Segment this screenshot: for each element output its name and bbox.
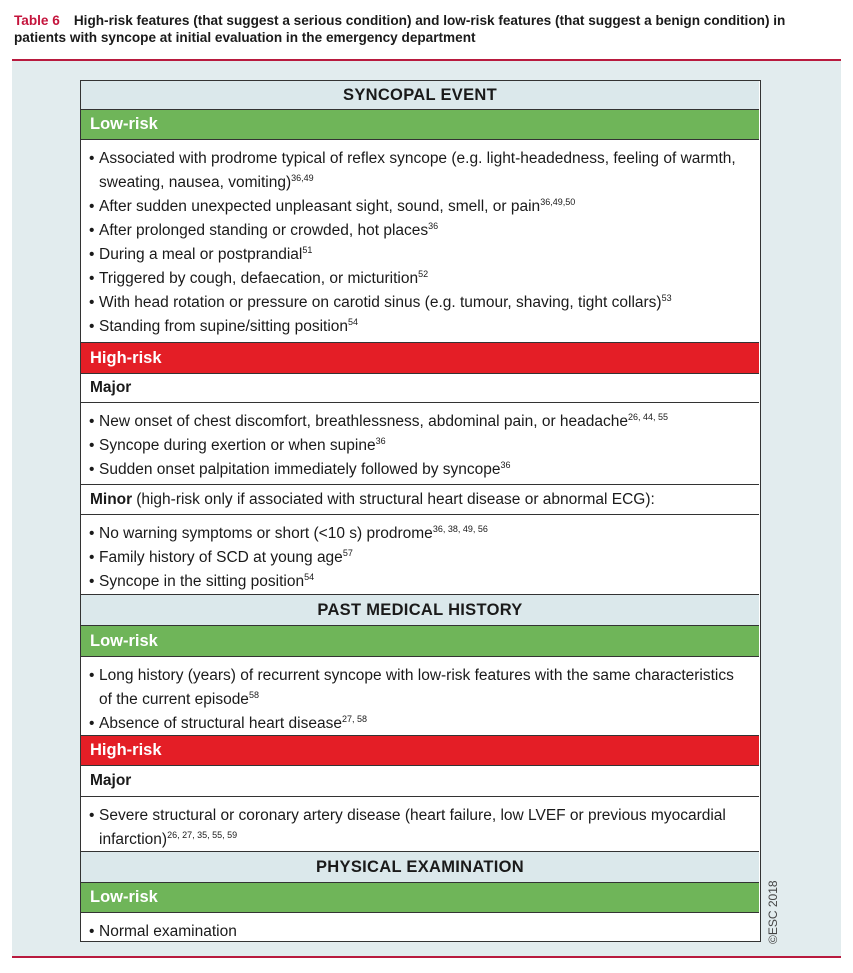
bullet-icon: • — [89, 437, 95, 454]
list-item — [89, 570, 749, 594]
bullet-icon: • — [89, 318, 95, 335]
list-item — [89, 315, 749, 339]
reference-superscript: 36 — [500, 460, 511, 470]
list-item — [89, 147, 749, 195]
reference-superscript: 57 — [342, 548, 353, 558]
table-caption-text: High-risk features (that suggest a serious condition) and low-risk features (that suggest a benign condition) in patients with syncope at initial evaluation in the emergency department — [14, 13, 786, 45]
list-item — [89, 243, 749, 267]
low-risk-header: Low-risk — [81, 110, 759, 140]
bullet-icon: • — [89, 525, 95, 542]
item-text: New onset of chest discomfort, breathlessness, abdominal pain, or headache — [99, 413, 629, 430]
list-item — [89, 804, 749, 852]
syncopal-minor-list — [81, 515, 759, 595]
list-item — [89, 410, 749, 434]
list-item — [89, 291, 749, 315]
list-item — [89, 458, 749, 482]
section-header-past-medical-history: PAST MEDICAL HISTORY — [81, 595, 759, 626]
bullet-icon: • — [89, 573, 95, 590]
low-risk-header: Low-risk — [81, 626, 759, 657]
reference-superscript: 26, 44, 55 — [628, 412, 669, 422]
list-item — [89, 664, 749, 712]
item-text: After prolonged standing or crowded, hot places — [99, 222, 429, 239]
reference-superscript: 36 — [375, 436, 386, 446]
minor-label: Minor — [90, 490, 133, 508]
minor-subheader — [81, 485, 759, 515]
list-item — [89, 546, 749, 570]
reference-superscript: 51 — [302, 245, 313, 255]
item-text: During a meal or postprandial — [99, 246, 303, 263]
reference-superscript: 27, 58 — [341, 714, 367, 724]
bullet-icon: • — [89, 222, 95, 239]
bottom-rule — [12, 956, 841, 958]
item-text: With head rotation or pressure on carotid sinus (e.g. tumour, shaving, tight collars) — [99, 294, 662, 311]
major-subheader — [81, 374, 759, 403]
item-text: Syncope in the sitting position — [99, 573, 305, 590]
item-text: Sudden onset palpitation immediately followed by syncope — [99, 461, 501, 478]
bullet-icon: • — [89, 549, 95, 566]
bullet-icon: • — [89, 246, 95, 263]
reference-superscript: 53 — [661, 293, 672, 303]
item-text: Normal examination — [99, 923, 237, 940]
low-risk-header: Low-risk — [81, 883, 759, 913]
section-header-syncopal-event: SYNCOPAL EVENT — [81, 81, 759, 110]
major-label: Major — [90, 772, 132, 789]
bullet-icon: • — [89, 807, 95, 824]
reference-superscript: 36 — [428, 221, 439, 231]
major-label: Major — [90, 379, 132, 396]
copyright-notice: ©ESC 2018 — [766, 880, 780, 944]
reference-superscript: 36,49 — [291, 173, 314, 183]
bullet-icon: • — [89, 150, 95, 167]
list-item — [89, 522, 749, 546]
bullet-icon: • — [89, 667, 95, 684]
item-text: Standing from supine/sitting position — [99, 318, 349, 335]
minor-note: (high-risk only if associated with structural heart disease or abnormal ECG): — [136, 490, 655, 508]
reference-superscript: 52 — [418, 269, 429, 279]
section-header-physical-examination: PHYSICAL EXAMINATION — [81, 852, 759, 883]
risk-table — [80, 80, 761, 942]
bullet-icon: • — [89, 413, 95, 430]
reference-superscript: 26, 27, 35, 55, 59 — [167, 830, 238, 840]
bullet-icon: • — [89, 294, 95, 311]
exam-low-risk-list — [81, 913, 759, 941]
major-subheader — [81, 766, 759, 797]
history-low-risk-list — [81, 657, 759, 736]
item-text: Long history (years) of recurrent syncope with low-risk features with the same characteristics of the current episode — [99, 667, 734, 708]
reference-superscript: 36,49,50 — [540, 197, 576, 207]
item-text: Family history of SCD at young age — [99, 549, 343, 566]
history-major-list — [81, 797, 759, 852]
item-text: Associated with prodrome typical of reflex syncope (e.g. light-headedness, feeling of warmth, sweating, nausea, vomiting) — [99, 150, 736, 191]
table-caption — [0, 0, 853, 60]
item-text: Severe structural or coronary artery disease (heart failure, low LVEF or previous myocardial infarction) — [99, 807, 726, 848]
high-risk-header: High-risk — [81, 343, 759, 374]
syncopal-major-list — [81, 403, 759, 485]
syncopal-low-risk-list — [81, 140, 759, 343]
list-item — [89, 219, 749, 243]
list-item — [89, 920, 749, 944]
item-text: After sudden unexpected unpleasant sight, sound, smell, or pain — [99, 198, 541, 215]
bullet-icon: • — [89, 461, 95, 478]
reference-superscript: 58 — [248, 690, 259, 700]
bullet-icon: • — [89, 270, 95, 287]
item-text: Syncope during exertion or when supine — [99, 437, 376, 454]
list-item — [89, 267, 749, 291]
table-number: Table 6 — [14, 13, 60, 28]
bullet-icon: • — [89, 715, 95, 732]
reference-superscript: 54 — [304, 572, 315, 582]
list-item — [89, 434, 749, 458]
reference-superscript: 54 — [348, 317, 359, 327]
bullet-icon: • — [89, 923, 95, 940]
high-risk-header: High-risk — [81, 736, 759, 766]
item-text: Absence of structural heart disease — [99, 715, 342, 732]
item-text: No warning symptoms or short (<10 s) prodrome — [99, 525, 433, 542]
bullet-icon: • — [89, 198, 95, 215]
reference-superscript: 36, 38, 49, 56 — [432, 524, 488, 534]
item-text: Triggered by cough, defaecation, or micturition — [99, 270, 419, 287]
list-item — [89, 712, 749, 736]
list-item — [89, 195, 749, 219]
